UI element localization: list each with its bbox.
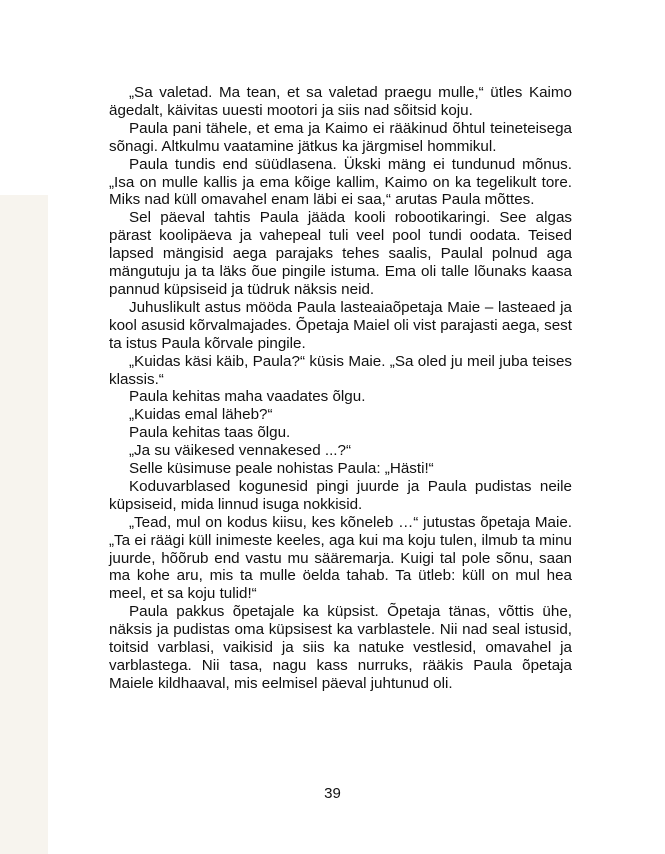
paragraph: Paula tundis end süüdlasena. Ükski mäng ei tundunud mõnus. „Isa on mulle kallis ja ema kõige kallim, Kaimo on ka tegelikult tore. Miks nad küll omavahel enam läbi ei saa,“ arutas Paula mõttes. xyxy=(109,155,572,209)
paragraph: „Kuidas käsi käib, Paula?“ küsis Maie. „Sa oled ju meil juba teises klassis.“ xyxy=(109,352,572,388)
page-body-text xyxy=(109,84,572,693)
paragraph: Juhuslikult astus mööda Paula lasteaiaõpetaja Maie – lasteaed ja kool asusid kõrvalmajades. Õpetaja Maiel oli vist parajasti aega, sest ta istus Paula kõrvale pingile. xyxy=(109,298,572,352)
paragraph: „Ja su väikesed vennakesed ...?“ xyxy=(129,442,352,460)
paragraph: „Tead, mul on kodus kiisu, kes kõneleb …“ jutustas õpetaja Maie. „Ta ei räägi küll inimeste keeles, aga kui ma koju tulen, ilmub ta minu juurde, hõõrub end vastu mu sääremarja. Kuigi tal pole sõnu, saan ma kohe aru, mis ta mulle öelda tahab. Ta ütleb: küll on mul hea meel, et sa koju tulid!“ xyxy=(109,513,572,603)
paragraph: Selle küsimuse peale nohistas Paula: „Hästi!“ xyxy=(129,460,434,478)
paragraph: Paula kehitas maha vaadates õlgu. xyxy=(129,388,366,406)
paragraph: „Sa valetad. Ma tean, et sa valetad praegu mulle,“ ütles Kaimo ägedalt, käivitas uuesti mootori ja siis nad sõitsid koju. xyxy=(109,84,572,119)
page-number: 39 xyxy=(324,785,341,802)
paragraph: Paula pani tähele, et ema ja Kaimo ei rääkinud õhtul teineteisega sõnagi. Altkulmu vaatamine jätkus ka järgmisel hommikul. xyxy=(109,119,572,155)
paragraph: Koduvarblased kogunesid pingi juurde ja Paula pudistas neile küpsiseid, mida linnud isuga nokkisid. xyxy=(109,477,572,513)
paragraph: Sel päeval tahtis Paula jääda kooli robootikaringi. See algas pärast koolipäeva ja vahepeal tuli veel pool tundi oodata. Teised lapsed mängisid aega parajaks tehes saalis, Paulal polnud aga mängutuju ja ta läks õue pingile istuma. Ema oli talle lõunaks kaasa pannud küpsiseid ja tüdruk näksis neid. xyxy=(109,209,572,298)
page-edge-shadow xyxy=(0,195,48,854)
paragraph: „Kuidas emal läheb?“ xyxy=(129,406,273,424)
paragraph: Paula kehitas taas õlgu. xyxy=(129,424,291,442)
paragraph: Paula pakkus õpetajale ka küpsist. Õpetaja tänas, võttis ühe, näksis ja pudistas oma küpsisest ka varblastele. Nii nad seal istusid, toitsid varblasi, vaikisid ja siis ka natuke vestlesid, omavahel ja varblastega. Nii tasa, nagu kass nurruks, rääkis Paula õpetaja Maiele kildhaaval, mis eelmisel päeval juhtunud oli. xyxy=(109,603,572,692)
